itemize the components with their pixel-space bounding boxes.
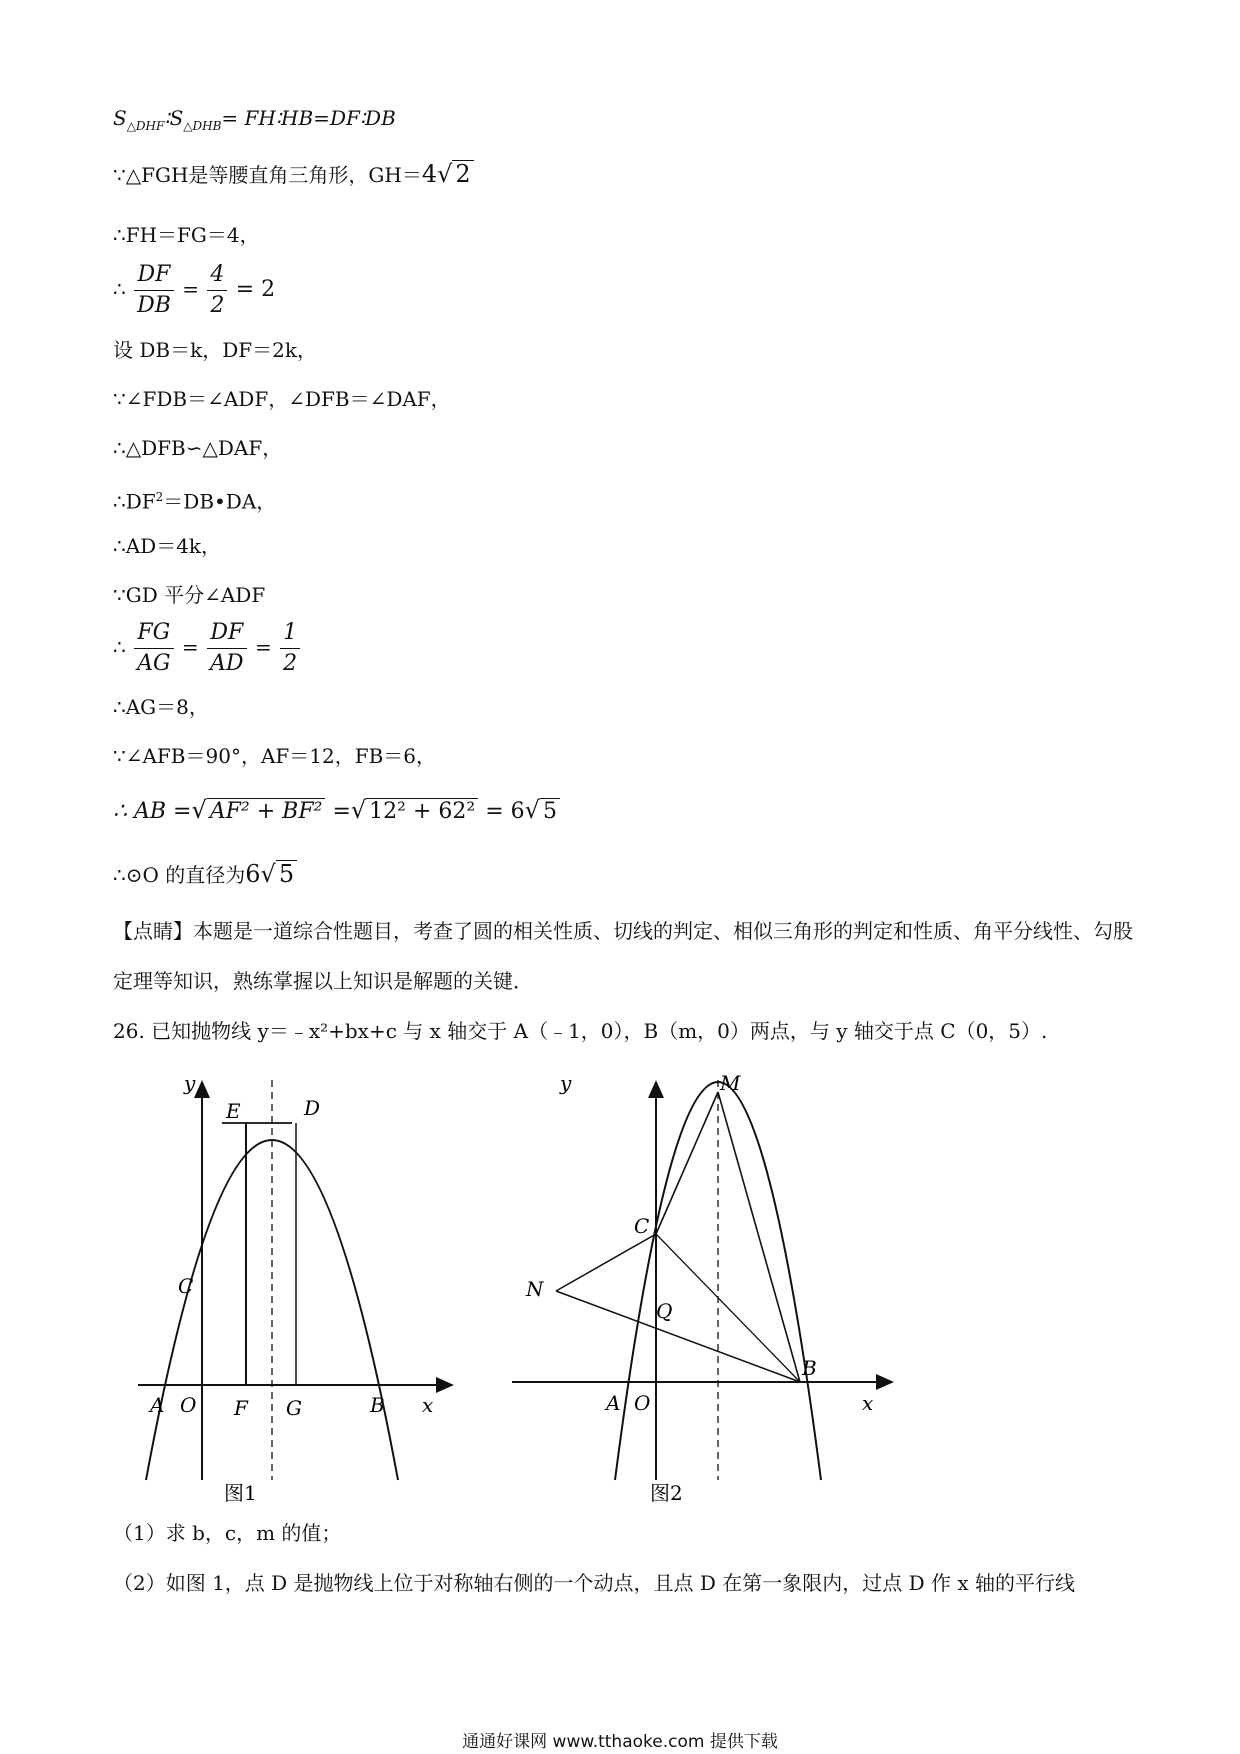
label-o: O <box>180 1393 197 1417</box>
label-a: A <box>606 1391 621 1415</box>
caption-fig1: 图1 <box>224 1481 257 1505</box>
similar-line: ∴△DFB∽△DAF， <box>113 436 283 460</box>
ratio-line: $S_{\triangle DHF}∶S_{\triangle DHB}=$ FH∶HB=DF∶DB <box>113 106 396 133</box>
sub-question-1: （1）求 b，c，m 的值； <box>113 1521 342 1545</box>
figure-2 <box>510 1060 900 1505</box>
label-g: G <box>286 1396 302 1420</box>
label-m: M <box>720 1071 741 1095</box>
ad-line: ∴AD＝4k， <box>113 534 222 558</box>
label-q: Q <box>656 1299 673 1323</box>
question-26: 26. 已知抛物线 y＝﹣x²+bx+c 与 x 轴交于 A（﹣1，0），B（m，0）两点，与 y 轴交于点 C（0，5）. <box>113 1019 1048 1043</box>
df-db-ratio: ∴ $\frac{DF}{DB}$ = $\frac{4}{2}$ = 2 <box>113 262 276 318</box>
comment-paragraph: 【点睛】本题是一道综合性题目，考查了圆的相关性质、切线的判定、相似三角形的判定和性质、角平分线性、勾股定理等知识，熟练掌握以上知识是解题的关键． <box>113 919 1133 993</box>
fg-ag-ratio: ∴ $\frac{FG}{AG}$ = $\frac{DF}{AD}$ = $\frac{1}{2}$ <box>113 620 302 677</box>
label-y: y <box>560 1071 572 1095</box>
df-squared-line: $\therefore DF^2=DB•DA$， <box>113 489 277 514</box>
segment-nb <box>556 1291 800 1382</box>
segment-mc <box>656 1092 718 1234</box>
bisect-line: ∵GD 平分∠ADF <box>113 583 266 607</box>
segment-mb <box>718 1092 800 1382</box>
label-f: F <box>234 1396 248 1420</box>
footer-watermark: 通通好课网 www.tthaoke.com 提供下载 <box>462 1732 778 1752</box>
label-d: D <box>304 1096 321 1120</box>
segment-nc <box>556 1234 656 1291</box>
label-x: x <box>862 1391 874 1415</box>
label-c: C <box>634 1214 650 1238</box>
label-c: C <box>178 1274 194 1298</box>
fh-fg-line: ∴FH＝FG＝4， <box>113 223 260 247</box>
label-a: A <box>150 1393 165 1417</box>
caption-fig2: 图2 <box>650 1481 683 1505</box>
label-o: O <box>634 1391 651 1415</box>
figure-1 <box>130 1060 460 1505</box>
right-angle-line: ∵∠AFB＝90°，AF＝12，FB＝6， <box>113 744 437 768</box>
sub-question-2: （2）如图 1，点 D 是抛物线上位于对称轴右侧的一个动点，且点 D 在第一象限内，过点 D 作 x 轴的平行线 <box>113 1571 1076 1595</box>
ab-line: ∴ AB =√ AF² + BF² =√ 12² + 62² = 6√ 5 <box>113 797 560 825</box>
label-e: E <box>226 1099 241 1123</box>
label-x: x <box>422 1393 434 1417</box>
label-b: B <box>370 1393 385 1417</box>
label-y: y <box>184 1071 196 1095</box>
angle-line: ∵∠FDB＝∠ADF，∠DFB＝∠DAF， <box>113 387 451 411</box>
label-n: N <box>526 1277 544 1301</box>
let-db-line: 设 DB＝k，DF＝2k， <box>113 338 317 362</box>
label-b: B <box>802 1356 817 1380</box>
ag-line: ∴AG＝8， <box>113 695 209 719</box>
diameter-line: ∴⊙O 的直径为6√ 5 <box>113 860 297 888</box>
isosceles-line: ∵△FGH是等腰直角三角形，GH＝4√ 2 <box>113 160 474 188</box>
